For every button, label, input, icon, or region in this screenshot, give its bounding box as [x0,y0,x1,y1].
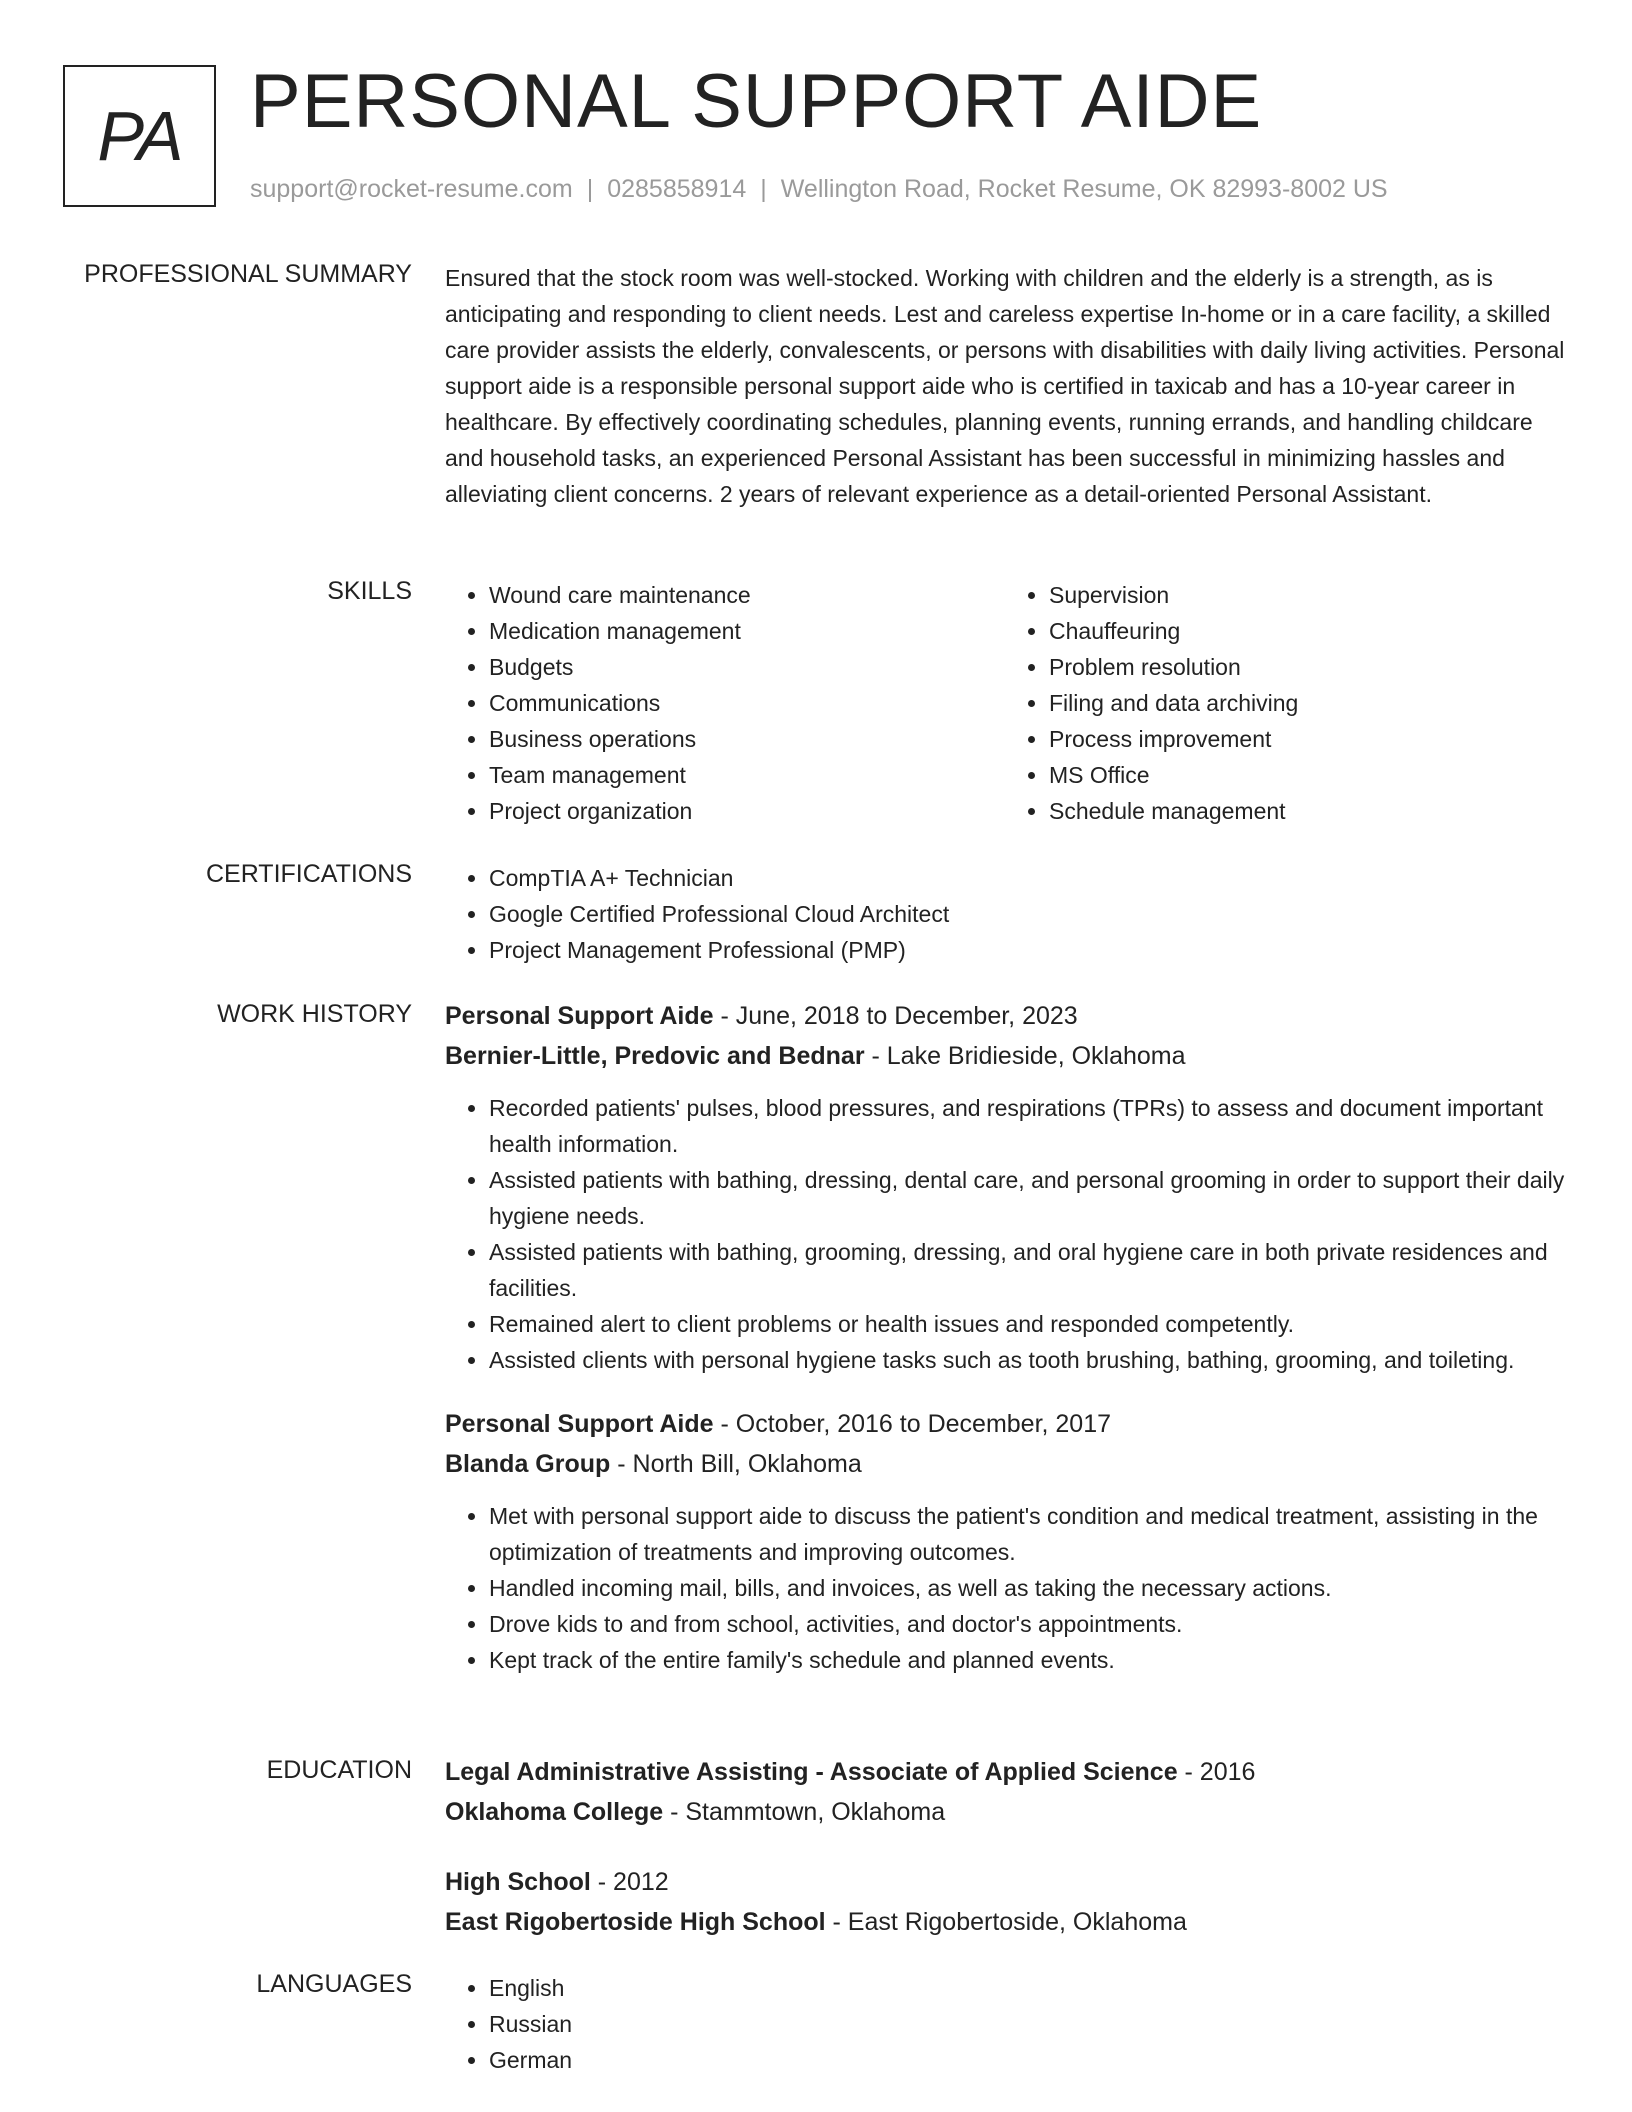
summary-content [445,260,1565,512]
list-item: • Chauffeuring [1049,613,1565,649]
job-company: Bernier-Little, Predovic and Bednar [445,1042,865,1070]
section-label-summary: PROFESSIONAL SUMMARY [84,260,412,288]
job-title-line [445,1404,1565,1444]
list-item: • Russian [489,2006,1565,2042]
list-item: • Process improvement [1049,721,1565,757]
skills-list-left [445,577,1005,829]
summary-text: Ensured that the stock room was well-stocked. Working with children and the elderly is a strength, as is anticipating and responding to client needs. Lest and careless expertise In-home or in a care facility, a skilled care provider assists the elderly, convalescents, or persons with disabilities with daily living activities. Personal support aide is a responsible personal support aide who is certified in taxicab and has a 10-year career in healthcare. By effectively coordinating schedules, planning events, running errands, and handling childcare and household tasks, an experienced Personal Assistant has been successful in minimizing hassles and alleviating client concerns. 2 years of relevant experience as a detail-oriented Personal Assistant. [445,265,1565,507]
contact-phone: 0285858914 [607,175,747,203]
list-item: • Assisted patients with bathing, grooming, dressing, and oral hygiene care in both private residences and facilities. [489,1234,1565,1306]
contact-line [250,175,1388,204]
education-degree-line [445,1752,1565,1792]
education-entry [445,1752,1565,1832]
job-org-line [445,1036,1565,1076]
list-item: • Recorded patients' pulses, blood pressures, and respirations (TPRs) to assess and document important health information. [489,1090,1565,1162]
education-school: East Rigobertoside High School [445,1908,826,1936]
section-label-skills: SKILLS [327,577,412,605]
resume-title: PERSONAL SUPPORT AIDE [250,59,1263,144]
contact-email: support@rocket-resume.com [250,175,573,203]
skills-content [445,577,1565,829]
monogram-initials: PA [97,97,182,175]
education-year: - 2016 [1177,1758,1256,1786]
list-item: • CompTIA A+ Technician [489,860,1565,896]
skills-list-right [1005,577,1565,829]
job-dates: - October, 2016 to December, 2017 [713,1410,1112,1438]
education-school: Oklahoma College [445,1798,664,1826]
education-school-line [445,1902,1565,1942]
education-year: - 2012 [590,1868,669,1896]
languages-content [445,1970,1565,2078]
list-item: • Budgets [489,649,1005,685]
contact-address: Wellington Road, Rocket Resume, OK 82993-8002 US [780,175,1388,203]
monogram-box [63,65,216,207]
section-label-education: EDUCATION [266,1756,412,1784]
job-location: - North Bill, Oklahoma [610,1450,862,1478]
work-history-content [445,996,1565,1678]
education-degree: Legal Administrative Assisting - Associate of Applied Science [445,1758,1178,1786]
education-school-line [445,1792,1565,1832]
list-item: • Filing and data archiving [1049,685,1565,721]
job-title-line [445,996,1565,1036]
list-item: • Business operations [489,721,1005,757]
education-degree-line [445,1862,1565,1902]
section-label-work-history: WORK HISTORY [217,1000,412,1028]
list-item: • Assisted patients with bathing, dressing, dental care, and personal grooming in order to support their daily hygiene needs. [489,1162,1565,1234]
education-location: - Stammtown, Oklahoma [663,1798,946,1826]
job-entry [445,1404,1565,1678]
job-location: - Lake Bridieside, Oklahoma [864,1042,1186,1070]
languages-list [445,1970,1565,2078]
section-label-certifications: CERTIFICATIONS [205,860,412,888]
job-company: Blanda Group [445,1450,611,1478]
list-item: • Project organization [489,793,1005,829]
list-item: • Assisted clients with personal hygiene tasks such as tooth brushing, bathing, grooming, and toileting. [489,1342,1565,1378]
list-item: • English [489,1970,1565,2006]
certifications-list [445,860,1565,968]
education-entry [445,1862,1565,1942]
list-item: • Team management [489,757,1005,793]
list-item: • Remained alert to client problems or health issues and responded competently. [489,1306,1565,1342]
contact-separator: | [760,175,767,203]
list-item: • Supervision [1049,577,1565,613]
education-degree: High School [445,1868,591,1896]
section-label-languages: LANGUAGES [256,1970,412,1998]
job-dates: - June, 2018 to December, 2023 [713,1002,1078,1030]
list-item: • German [489,2042,1565,2078]
job-bullets [445,1498,1565,1678]
list-item: • Met with personal support aide to discuss the patient's condition and medical treatment, assisting in the optimization of treatments and improving outcomes. [489,1498,1565,1570]
job-title: Personal Support Aide [445,1410,714,1438]
job-title: Personal Support Aide [445,1002,714,1030]
education-content [445,1752,1565,1942]
list-item: • Handled incoming mail, bills, and invoices, as well as taking the necessary actions. [489,1570,1565,1606]
certifications-content [445,860,1565,968]
list-item: • Problem resolution [1049,649,1565,685]
job-org-line [445,1444,1565,1484]
list-item: • MS Office [1049,757,1565,793]
education-location: - East Rigobertoside, Oklahoma [825,1908,1187,1936]
list-item: • Schedule management [1049,793,1565,829]
contact-separator: | [586,175,594,203]
list-item: • Drove kids to and from school, activities, and doctor's appointments. [489,1606,1565,1642]
list-item: • Medication management [489,613,1005,649]
list-item: • Communications [489,685,1005,721]
job-bullets [445,1090,1565,1378]
list-item: • Wound care maintenance [489,577,1005,613]
list-item: • Project Management Professional (PMP) [489,932,1565,968]
list-item: • Kept track of the entire family's schedule and planned events. [489,1642,1565,1678]
list-item: • Google Certified Professional Cloud Architect [489,896,1565,932]
job-entry [445,996,1565,1378]
